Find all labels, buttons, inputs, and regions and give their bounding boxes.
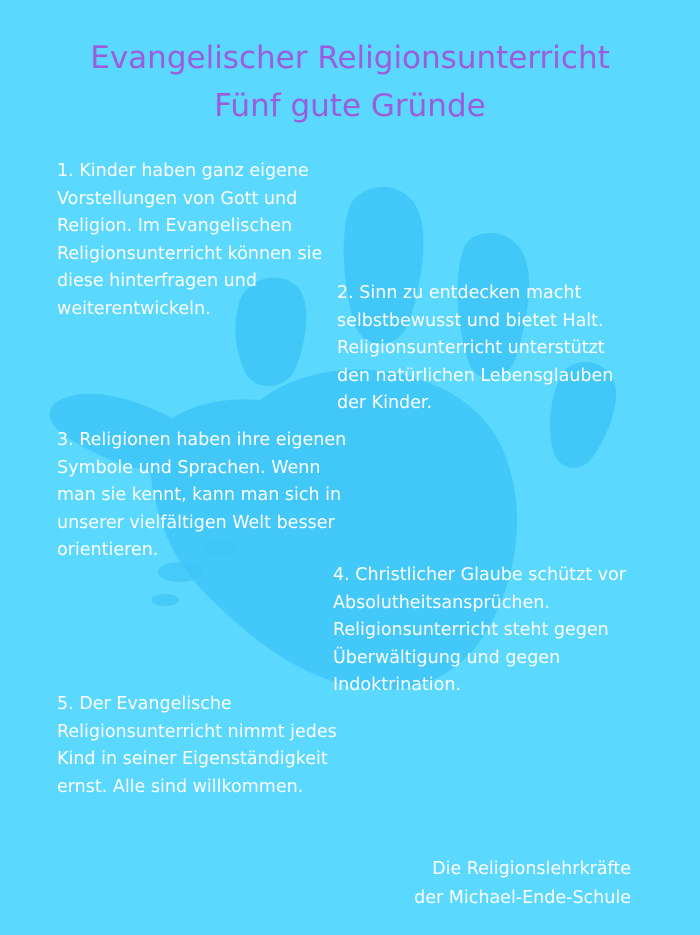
reason-5-line: Religionsunterricht nimmt jedes	[57, 721, 337, 742]
footer-line: der Michael-Ende-Schule	[414, 888, 631, 908]
reason-2-line: selbstbewusst und bietet Halt.	[337, 310, 604, 331]
reason-3	[57, 427, 346, 565]
page-subtitle: Fünf gute Gründe	[214, 88, 486, 124]
reason-3-line: orientieren.	[57, 540, 159, 560]
reason-2	[337, 280, 613, 418]
reason-1-line: diese hinterfragen und	[57, 271, 257, 291]
page-title: Evangelischer Religionsunterricht	[90, 40, 610, 76]
reason-2-line: 2. Sinn zu entdecken macht	[337, 283, 582, 303]
reason-4	[333, 562, 626, 700]
reason-4-line: Überwältigung und gegen	[333, 647, 561, 668]
reason-3-line: 3. Religionen haben ihre eigenen	[57, 430, 347, 450]
reason-2-line: den natürlichen Lebensglauben	[337, 365, 614, 386]
reason-3-line: Symbole und Sprachen. Wenn	[57, 457, 321, 478]
reason-5-line: Kind in seiner Eigenständigkeit	[57, 749, 328, 769]
reason-4-line: Absolutheitsansprüchen.	[333, 592, 550, 613]
reason-4-line: Religionsunterricht steht gegen	[333, 620, 609, 640]
reason-1-line: Religionsunterricht können sie	[57, 243, 323, 264]
reason-4-line: Indoktrination.	[333, 675, 462, 695]
reason-5-line: 5. Der Evangelische	[57, 694, 232, 714]
reason-1-line: 1. Kinder haben ganz eigene	[57, 161, 309, 181]
reason-1-line: Vorstellungen von Gott und	[57, 188, 298, 209]
reason-5	[57, 691, 337, 801]
reason-1-line: Religion. Im Evangelischen	[57, 216, 293, 236]
reason-3-line: man sie kennt, kann man sich in	[57, 485, 342, 505]
reason-2-line: der Kinder.	[337, 393, 433, 413]
reason-3-line: unserer vielfältigen Welt besser	[57, 512, 335, 533]
reason-5-line: ernst. Alle sind willkommen.	[57, 776, 304, 797]
footer-line: Die Religionslehrkräfte	[432, 859, 631, 879]
reason-1-line: weiterentwickeln.	[57, 298, 211, 319]
reason-2-line: Religionsunterricht unterstützt	[337, 338, 605, 358]
footer-signature	[414, 855, 631, 913]
reason-1	[57, 158, 322, 323]
reason-4-line: 4. Christlicher Glaube schützt vor	[333, 565, 626, 585]
